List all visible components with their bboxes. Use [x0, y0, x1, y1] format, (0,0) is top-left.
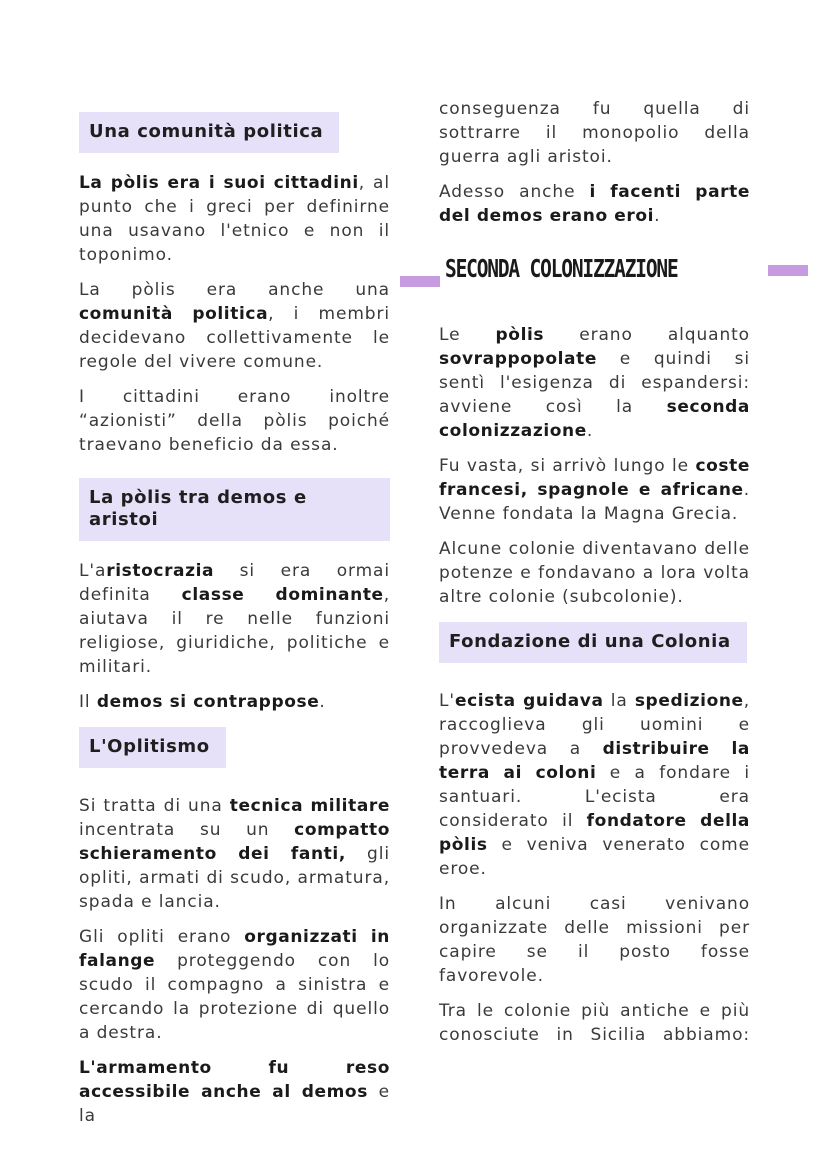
- accent-bar-right: [768, 265, 808, 276]
- paragraph: I cittadini erano inoltre “azionisti” della pòlis poiché traevano beneficio da essa.: [79, 387, 390, 455]
- section-heading-demos-aristoi: La pòlis tra demos e aristoi: [79, 478, 390, 541]
- accent-bar-left: [400, 276, 440, 287]
- paragraph: Adesso anche i facenti parte del demos erano eroi.: [439, 182, 750, 226]
- paragraph: Fu vasta, si arrivò lungo le coste francesi, spagnole e africane. Venne fondata la Magna Grecia.: [439, 456, 750, 524]
- paragraph: L'armamento fu reso accessibile anche al demos e la: [79, 1058, 390, 1126]
- paragraph: Il demos si contrappose.: [79, 692, 326, 712]
- paragraph: Le pòlis erano alquanto sovrappopolate e quindi si sentì l'esigenza di espandersi: avviene così la seconda colonizzazione.: [439, 325, 750, 441]
- paragraph: La pòlis era anche una comunità politica, i membri decidevano collettivamente le regole del vivere comune.: [79, 280, 390, 372]
- left-column: [79, 112, 390, 1139]
- paragraph: La pòlis era i suoi cittadini, al punto che i greci per definirne una usavano l'etnico e non il toponimo.: [79, 173, 390, 265]
- paragraph: Alcune colonie diventavano delle potenze e fondavano a lora volta altre colonie (subcolonie).: [439, 539, 750, 607]
- paragraph: In alcuni casi venivano organizzate delle missioni per capire se il posto fosse favorevole.: [439, 894, 750, 986]
- paragraph: L'aristocrazia si era ormai definita classe dominante, aiutava il re nelle funzioni religiose, giuridiche, politiche e militari.: [79, 561, 390, 677]
- section-heading-oplitismo: L'Oplitismo: [79, 727, 226, 768]
- right-column: [439, 97, 750, 1058]
- paragraph: Si tratta di una tecnica militare incentrata su un compatto schieramento dei fanti, gli opliti, armati di scudo, armatura, spada e lancia.: [79, 796, 390, 912]
- chapter-title: SECONDA COLONIZZAZIONE: [445, 254, 678, 283]
- section-heading-fondazione-colonia: Fondazione di una Colonia: [439, 622, 747, 663]
- paragraph: Tra le colonie più antiche e più conosciute in Sicilia abbiamo:: [439, 1001, 750, 1045]
- paragraph: L'ecista guidava la spedizione, raccoglieva gli uomini e provvedeva a distribuire la terra ai coloni e a fondare i santuari. L'ecista era considerato il fondatore della pòlis e veniva venerato come eroe.: [439, 691, 750, 879]
- section-heading-comunita-politica: Una comunità politica: [79, 112, 339, 153]
- paragraph: conseguenza fu quella di sottrarre il monopolio della guerra agli aristoi.: [439, 99, 750, 167]
- paragraph: Gli opliti erano organizzati in falange proteggendo con lo scudo il compagno a sinistra e cercando la protezione di quello a destra.: [79, 927, 390, 1043]
